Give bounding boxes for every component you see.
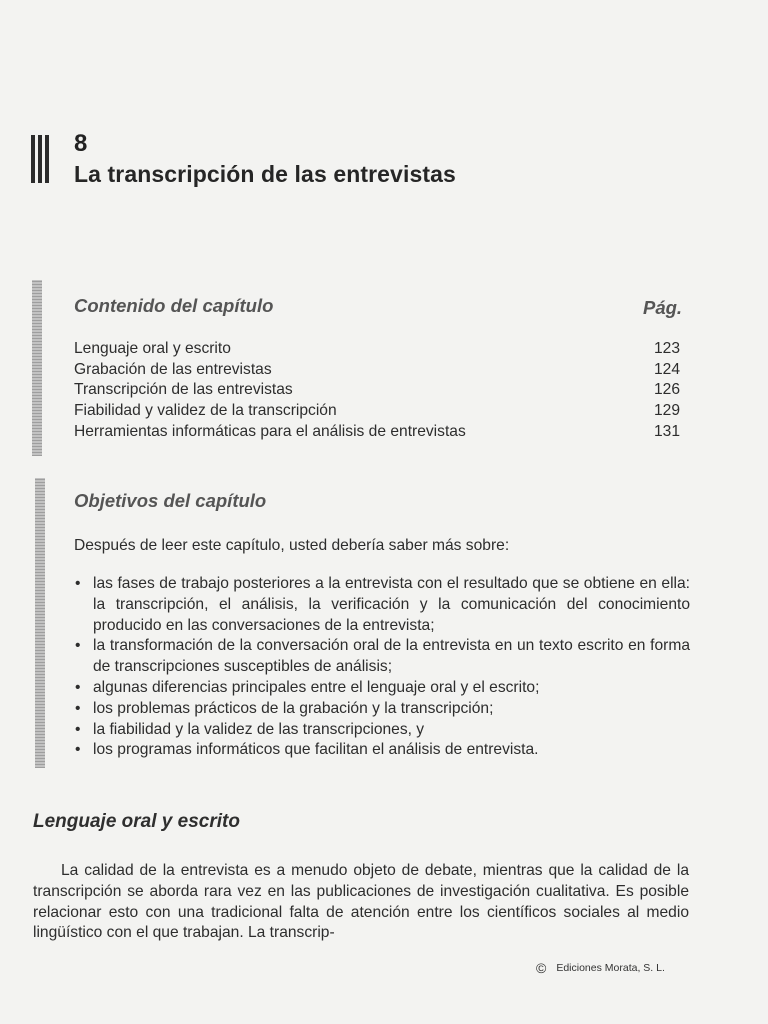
body-paragraph: La calidad de la entrevista es a menudo objeto de debate, mientras que la calidad de la transcripción se aborda rara vez en las publicaciones de investigación cualitativa. Es posible relacionar esto con una tradicional falta de atención entre los científicos sociales al medio lingüístico con el que trabajan. La transcrip- bbox=[33, 862, 689, 942]
toc-item-label: Lenguaje oral y escrito bbox=[74, 340, 231, 357]
chapter-title: La transcripción de las entrevistas bbox=[74, 161, 456, 187]
page-footer bbox=[536, 960, 665, 976]
table-of-contents bbox=[74, 339, 680, 442]
bullet-icon: • bbox=[75, 575, 81, 592]
list-item-text: la fiabilidad y la validez de las transcripciones, y bbox=[93, 720, 425, 738]
list-item bbox=[74, 678, 690, 699]
list-item bbox=[74, 699, 690, 720]
toc-item-page: 123 bbox=[653, 340, 680, 357]
list-item bbox=[74, 740, 690, 761]
list-item-text: algunas diferencias principales entre el lenguaje oral y el escrito; bbox=[93, 678, 540, 696]
page-column-heading: Pág. bbox=[643, 297, 683, 318]
bullet-icon: • bbox=[75, 720, 81, 738]
bullet-icon: • bbox=[75, 678, 81, 696]
toc-item bbox=[74, 422, 680, 443]
toc-item-label: Herramientas informáticas para el análisis de entrevistas bbox=[74, 422, 466, 440]
bullet-icon: • bbox=[75, 637, 81, 655]
list-item-text: los programas informáticos que facilitan el análisis de entrevista. bbox=[93, 741, 539, 759]
toc-item-page: 124 bbox=[653, 360, 680, 378]
objectives-heading: Objetivos del capítulo bbox=[74, 490, 267, 511]
chapter-number: 8 bbox=[74, 130, 88, 157]
copyright-icon: © bbox=[536, 960, 547, 976]
toc-item-page: 126 bbox=[653, 381, 680, 399]
toc-item-page: 131 bbox=[653, 422, 680, 440]
contents-side-bar bbox=[32, 280, 42, 456]
list-item bbox=[74, 720, 690, 741]
chapter-marker-bars bbox=[31, 135, 51, 183]
contents-heading: Contenido del capítulo bbox=[74, 295, 274, 316]
objectives-side-bar bbox=[35, 478, 45, 768]
toc-item bbox=[74, 401, 680, 422]
bullet-icon: • bbox=[75, 741, 81, 759]
toc-item-label: Grabación de las entrevistas bbox=[74, 360, 272, 378]
list-item-text: los problemas prácticos de la grabación y la transcripción; bbox=[93, 699, 494, 717]
list-item bbox=[74, 574, 690, 636]
section-heading: Lenguaje oral y escrito bbox=[33, 811, 240, 832]
toc-item-page: 129 bbox=[653, 402, 680, 420]
publisher-name: Ediciones Morata, S. L. bbox=[556, 962, 665, 974]
toc-item bbox=[74, 360, 680, 381]
objectives-intro: Después de leer este capítulo, usted debería saber más sobre: bbox=[74, 537, 510, 554]
toc-item-label: Fiabilidad y validez de la transcripción bbox=[74, 402, 337, 420]
bullet-icon: • bbox=[75, 699, 81, 717]
toc-item bbox=[74, 380, 680, 401]
toc-item-label: Transcripción de las entrevistas bbox=[74, 381, 293, 399]
list-item-text: la transformación de la conversación oral de la entrevista en un texto escrito en forma de transcripciones susceptibles de análisis; bbox=[93, 637, 690, 676]
list-item bbox=[74, 636, 690, 678]
list-item-text: las fases de trabajo posteriores a la entrevista con el resultado que se obtiene en ella: la transcripción, el análisis, la verificación y la comunicación del conocimiento producido en las conversaciones de la entrevista; bbox=[93, 575, 690, 634]
toc-item bbox=[74, 339, 680, 360]
objectives-list bbox=[74, 574, 690, 761]
